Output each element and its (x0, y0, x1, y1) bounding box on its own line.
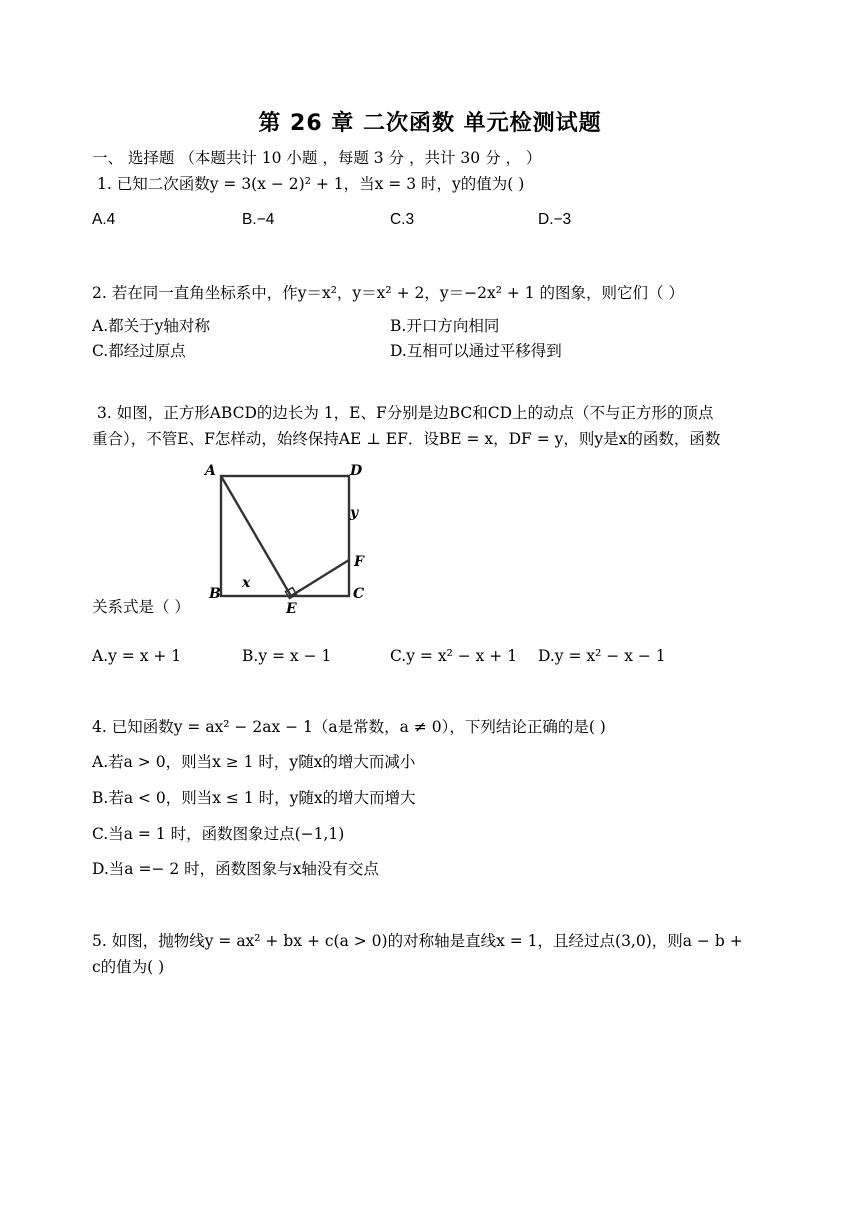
question-2-option-a: A.都关于y轴对称 (92, 317, 210, 335)
question-4-stem: 4. 已知函数y = ax² − 2ax − 1（a是常数，a ≠ 0），下列结论正确的是( ) (92, 718, 606, 736)
page-title: 第 26 章 二次函数 单元检测试题 (258, 111, 602, 136)
question-2-option-b: B.开口方向相同 (390, 317, 500, 335)
label-d: D (350, 463, 363, 479)
question-3-stem-line2: 重合），不管E、F怎样动，始终保持AE ⊥ EF．设BE = x，DF = y，则y是x的函数，函数 (92, 430, 721, 448)
question-1-option-a: A.4 (92, 211, 116, 228)
question-2-option-c: C.都经过原点 (92, 342, 186, 360)
question-3-stem-line3: 关系式是（ ） (92, 598, 190, 616)
question-3-option-a: A.y = x + 1 (92, 647, 182, 665)
question-4-option-c: C.当a = 1 时，函数图象过点(−1,1) (92, 825, 345, 843)
label-f: F (354, 554, 364, 570)
label-c: C (353, 586, 365, 602)
question-2-stem: 2. 若在同一直角坐标系中，作y＝x²，y＝x² + 2，y＝−2x² + 1 的图象，则它们（ ） (92, 284, 684, 302)
question-1-stem: 1. 已知二次函数y = 3(x − 2)² + 1，当x = 3 时，y的值为( ) (97, 175, 525, 193)
question-1-option-d: D.−3 (538, 211, 572, 228)
segment-ef (291, 560, 349, 596)
question-4-option-b: B.若a < 0，则当x ≤ 1 时，y随x的增大而增大 (92, 789, 416, 807)
square-figure (200, 460, 370, 618)
question-2-option-d: D.互相可以通过平移得到 (390, 342, 562, 360)
square-abcd (221, 476, 349, 596)
question-1-option-b: B.−4 (242, 211, 275, 228)
question-3-stem-line1: 3. 如图，正方形ABCD的边长为 1，E、F分别是边BC和CD上的动点（不与正方形的顶点 (97, 404, 714, 422)
question-3-option-d: D.y = x² − x − 1 (538, 647, 666, 665)
question-4-option-a: A.若a > 0，则当x ≥ 1 时，y随x的增大而减小 (92, 753, 416, 771)
label-a: A (205, 463, 216, 479)
label-x: x (242, 575, 251, 591)
question-3-option-b: B.y = x − 1 (242, 647, 332, 665)
question-4-option-d: D.当a =− 2 时，函数图象与x轴没有交点 (92, 860, 379, 878)
question-1-option-c: C.3 (390, 211, 415, 228)
segment-ae (221, 476, 291, 596)
label-y: y (350, 505, 359, 521)
section-heading: 一、 选择题 （本题共计 10 小题 ，每题 3 分 ，共计 30 分 ， ） (92, 149, 542, 167)
question-3-option-c: C.y = x² − x + 1 (390, 647, 518, 665)
question-5-stem-line2: c的值为( ) (92, 958, 165, 976)
label-e: E (286, 601, 297, 617)
question-5-stem-line1: 5. 如图，抛物线y = ax² + bx + c(a > 0)的对称轴是直线x = 1，且经过点(3,0)，则a − b + (92, 932, 743, 950)
label-b: B (209, 586, 221, 602)
